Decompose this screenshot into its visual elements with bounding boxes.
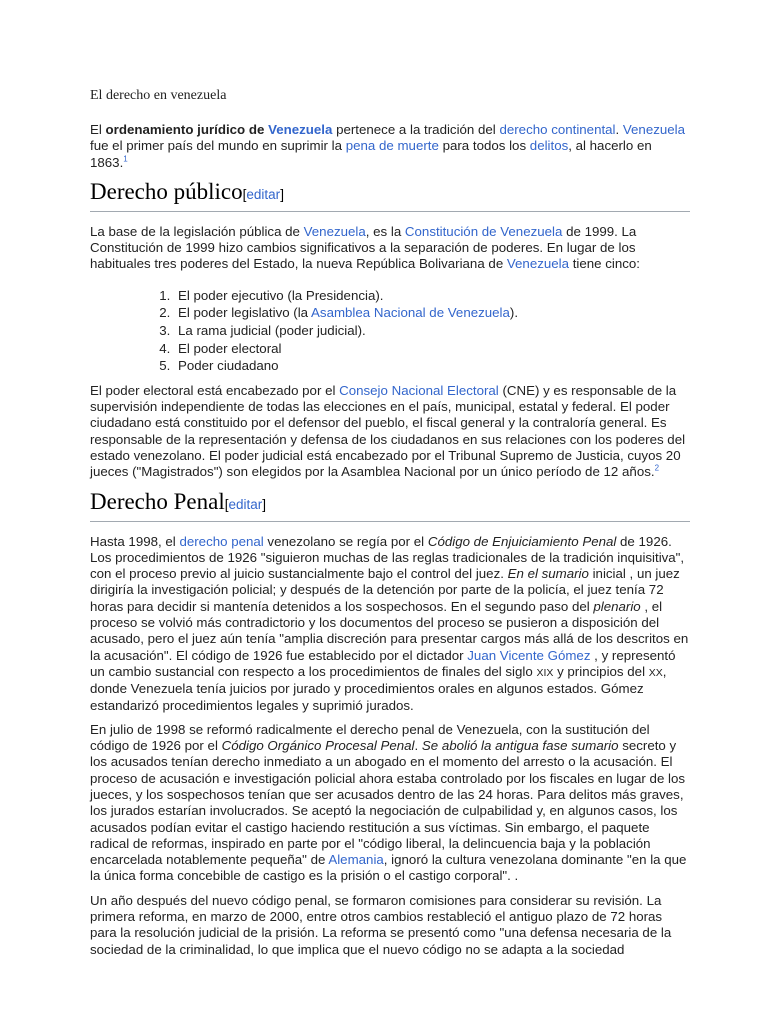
link-venezuela[interactable]: Venezuela: [303, 223, 366, 239]
italic-term: plenario: [593, 598, 641, 614]
roman-numeral: XIX: [536, 666, 554, 679]
intro-text: fue el primer país del mundo en suprimir la: [90, 138, 346, 154]
intro-text: .: [615, 122, 623, 137]
document-title: El derecho en venezuela: [90, 88, 227, 103]
paragraph-text: de 1926. Los procedimientos de 1926 "siguieron muchas de las reglas tradicionales de la tradición inquisitiva", con el proceso previo al juicio sustancialmente bajo el control del juez.: [90, 533, 685, 582]
link-alemania[interactable]: Alemania: [328, 852, 384, 868]
link-venezuela[interactable]: Venezuela: [622, 122, 686, 137]
section-heading-derecho-penal: [90, 489, 690, 522]
list-item-text: El poder legislativo (la: [178, 305, 312, 321]
intro-text: para todos los: [438, 138, 530, 154]
link-derecho-penal[interactable]: derecho penal: [179, 533, 264, 549]
paragraph-derecho-penal-1: [90, 534, 690, 714]
paragraph-text: La base de la legislación pública de: [90, 223, 304, 239]
paragraph-text: Un año después del nuevo código penal, se formaron comisiones para considerar su revisión. La primera reforma, en marzo de 2000, entre otros cambios restableció el antiguo plazo de 72 horas para la resolución judicial de la prisión. La reforma se presentó como "una defensa necesaria de la sociedad de la criminalidad, lo que implica que el nuevo código no se adapta a la sociedad: [90, 892, 672, 957]
paragraph-text: , donde Venezuela tenía juicios por jurado y procedimientos orales en algunos estados. Gómez estandarizó procedimientos legales y suprimió jurados.: [90, 663, 667, 713]
paragraph-text: secreto y los acusados tenían derecho inmediato a un abogado en el momento del arresto o la acusación. El proceso de acusación e investigación policial ahora estaba controlado por los fiscales en lugar de los jueces, y los sospechosos tenían que ser acusados dentro de las 24 horas. Para delitos más graves, los jurados estarían involucrados. Se aceptó la negociación de culpabilidad y, en algunos casos, los acusados podían evitar el castigo haciendo restitución a sus víctimas. Sin embargo, el paquete radical de reformas, inspirado en parte por el "código liberal, la delincuencia baja y la población encarcelada notablemente pequeña" de: [90, 738, 686, 868]
link-derecho-continental[interactable]: derecho continental: [499, 122, 616, 137]
link-consejo-nacional-electoral[interactable]: Consejo Nacional Electoral: [339, 382, 499, 398]
paragraph-text: inicial , un juez dirigiría la investigación policial; y después de la detención por parte de la policía, el juez tenía 72 horas para decidir si mantenía detenidos a los sospechosos. En el segundo paso del: [90, 566, 680, 614]
paragraph-text: , es la: [365, 223, 405, 239]
paragraph-text: El poder electoral está encabezado por el: [90, 382, 340, 398]
edit-bracket: ]: [262, 496, 267, 512]
heading-text: Derecho público: [90, 178, 243, 204]
edit-bracket: [: [224, 496, 229, 512]
intro-paragraph: [90, 122, 690, 171]
paragraph-text: de 1999. La Constitución de 1999 hizo cambios significativos a la separación de poderes. En lugar de los habituales tres poderes del Estado, la nueva República Bolivariana de: [90, 223, 637, 272]
paragraph-derecho-publico-2: [90, 383, 690, 481]
intro-text: pertenece a la tradición del: [332, 122, 500, 137]
intro-text: , al hacerlo en 1863.: [90, 138, 652, 170]
list-item: 1. El poder ejecutivo (la Presidencia).: [174, 287, 690, 305]
heading-text: Derecho Penal: [90, 488, 225, 514]
reference-link-1[interactable]: 1: [123, 154, 128, 164]
reference-link-2[interactable]: 2: [654, 463, 660, 473]
link-constitucion-de-venezuela[interactable]: Constitución de Venezuela: [404, 223, 563, 239]
paragraph-text: (CNE) y es responsable de la supervisión independiente de todas las elecciones en el país, municipal, estatal y federal. El poder ciudadano está constituido por el defensor del pueblo, el fiscal general y la contraloría general. Es responsable de la representación y defensa de los ciudadanos en sus relaciones con los poderes del estado venezolano. El poder judicial está encabezado por el Tribunal Supremo de Justicia, cuyos 20 jueces ("Magistrados") son elegidos por la Asamblea Nacional por un único período de 12 años.: [90, 382, 686, 480]
paragraph-text: , el proceso se volvió más contradictorio y los documentos del proceso se pusieron a disposición del acusado, pero el juez aún tenía "amplia discreción para presentar cargos más allá de los descritos en la acusación". El código de 1926 fue establecido por el dictador: [90, 598, 689, 663]
list-item: [174, 304, 690, 322]
paragraph-text: venezolano se regía por el: [263, 533, 428, 549]
italic-term: Código Orgánico Procesal Penal: [221, 738, 415, 754]
list-item: 4. El poder electoral: [174, 340, 690, 358]
link-pena-de-muerte[interactable]: pena de muerte: [345, 138, 439, 154]
edit-bracket: [: [242, 186, 247, 202]
roman-numeral: XX: [648, 666, 663, 679]
list-item: 5. Poder ciudadano: [174, 357, 690, 375]
intro-text: El: [90, 122, 106, 137]
paragraph-derecho-penal-3: [90, 893, 690, 958]
article-content: [90, 88, 690, 966]
paragraph-text: , y representó un cambio sustancial con respecto a los procedimientos de finales del siglo: [90, 647, 676, 679]
edit-link-derecho-publico[interactable]: editar: [246, 186, 281, 202]
poderes-list: [90, 287, 690, 375]
paragraph-text: Hasta 1998, el: [90, 533, 180, 549]
paragraph-text: En julio de 1998 se reformó radicalmente el derecho penal de Venezuela, con la sustitución del código de 1926 por el: [90, 721, 650, 754]
link-delitos[interactable]: delitos: [529, 138, 569, 154]
intro-bold-term: ordenamiento jurídico de: [105, 122, 269, 137]
list-item-text: ).: [509, 305, 519, 321]
italic-term: En el sumario: [507, 566, 589, 582]
paragraph-text: y principios del: [553, 663, 649, 679]
edit-section-group: [243, 187, 284, 202]
link-asamblea-nacional[interactable]: Asamblea Nacional de Venezuela: [311, 305, 510, 321]
list-item: 3. La rama judicial (poder judicial).: [174, 322, 690, 340]
section-heading-derecho-publico: [90, 179, 690, 212]
italic-term: Se abolió la antigua fase sumario: [421, 738, 619, 754]
edit-section-group: [225, 497, 266, 512]
paragraph-text: tiene cinco:: [569, 256, 640, 272]
edit-bracket: ]: [280, 186, 284, 202]
paragraph-text: , ignoró la cultura venezolana dominante "en la que la única forma concebible de castigo es la prisión o el castigo corporal". .: [90, 852, 687, 884]
paragraph-text: .: [414, 738, 422, 754]
link-venezuela-bold[interactable]: Venezuela: [268, 122, 333, 137]
edit-link-derecho-penal[interactable]: editar: [228, 496, 263, 512]
paragraph-derecho-publico-1: [90, 224, 690, 273]
link-venezuela[interactable]: Venezuela: [506, 256, 570, 272]
link-juan-vicente-gomez[interactable]: Juan Vicente Gómez: [467, 647, 591, 663]
italic-term: Código de Enjuiciamiento Penal: [427, 533, 617, 549]
paragraph-derecho-penal-2: [90, 722, 690, 885]
